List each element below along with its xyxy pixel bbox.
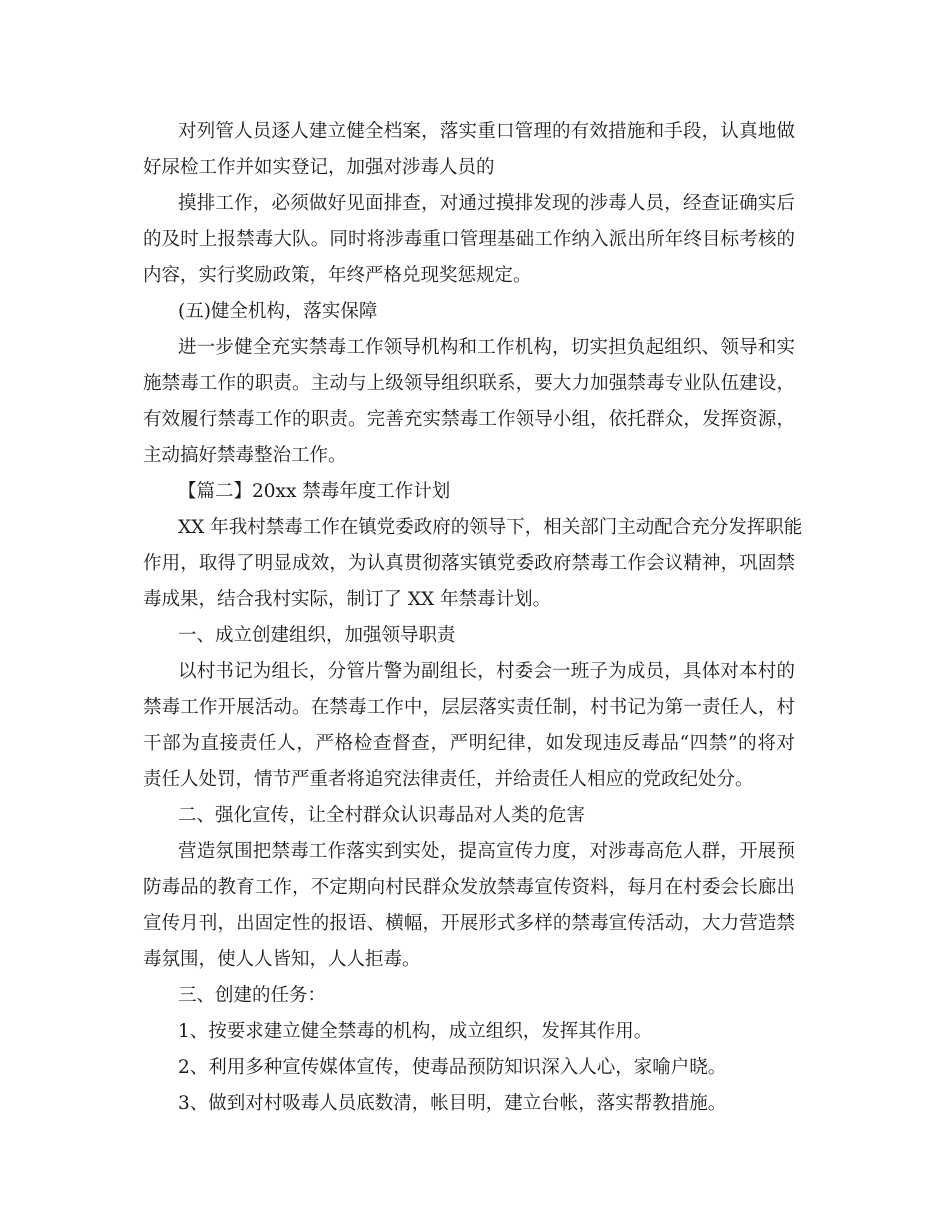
list-item: 1、按要求建立健全禁毒的机构，成立组织，发挥其作用。	[178, 1021, 653, 1042]
paragraph-line: 主动搞好禁毒整治工作。	[143, 445, 347, 466]
article-title: 【篇二】20xx 禁毒年度工作计划	[178, 481, 451, 502]
paragraph-line: XX 年我村禁毒工作在镇党委政府的领导下，相关部门主动配合充分发挥职能	[178, 517, 803, 538]
paragraph-line: 内容，实行奖励政策，年终严格兑现奖惩规定。	[143, 265, 532, 286]
paragraph-line: 作用，取得了明显成效，为认真贯彻落实镇党委政府禁毒工作会议精神，巩固禁	[143, 553, 795, 574]
list-item: 2、利用多种宣传媒体宣传，使毒品预防知识深入人心，家喻户晓。	[178, 1057, 727, 1078]
paragraph-line: 毒氛围，使人人皆知，人人拒毒。	[143, 949, 421, 970]
section-heading: 一、成立创建组织，加强领导职责	[178, 625, 456, 646]
paragraph-line: 有效履行禁毒工作的职责。完善充实禁毒工作领导小组，依托群众，发挥资源，	[143, 409, 795, 430]
section-heading: 三、创建的任务：	[178, 985, 327, 1006]
paragraph-line: 摸排工作，必须做好见面排查，对通过摸排发现的涉毒人员，经查证确实后	[178, 193, 795, 214]
paragraph-line: 禁毒工作开展活动。在禁毒工作中，层层落实责任制，村书记为第一责任人，村	[143, 697, 795, 718]
paragraph-line: 好尿检工作并如实登记，加强对涉毒人员的	[143, 157, 495, 178]
paragraph-line: 施禁毒工作的职责。主动与上级领导组织联系，要大力加强禁毒专业队伍建设，	[143, 373, 795, 394]
paragraph-line: 责任人处罚，情节严重者将追究法律责任，并给责任人相应的党政纪处分。	[143, 769, 754, 790]
paragraph-line: 以村书记为组长，分管片警为副组长，村委会一班子为成员，具体对本村的	[178, 661, 795, 682]
paragraph-line: 宣传月刊，出固定性的报语、横幅，开展形式多样的禁毒宣传活动，大力营造禁	[143, 913, 795, 934]
paragraph-line: 毒成果，结合我村实际，制订了 XX 年禁毒计划。	[143, 589, 552, 610]
paragraph-line: 对列管人员逐人建立健全档案，落实重口管理的有效措施和手段，认真地做	[178, 121, 795, 142]
paragraph-line: 的及时上报禁毒大队。同时将涉毒重口管理基础工作纳入派出所年终目标考核的	[143, 229, 795, 250]
list-item: 3、做到对村吸毒人员底数清，帐目明，建立台帐，落实帮教措施。	[178, 1093, 727, 1114]
paragraph-line: 防毒品的教育工作，不定期向村民群众发放禁毒宣传资料，每月在村委会长廊出	[143, 877, 795, 898]
section-heading: 二、强化宣传，让全村群众认识毒品对人类的危害	[178, 805, 586, 826]
paragraph-line: 进一步健全充实禁毒工作领导机构和工作机构，切实担负起组织、领导和实	[178, 337, 795, 358]
paragraph-line: 干部为直接责任人，严格检查督查，严明纪律，如发现违反毒品“四禁”的将对	[143, 733, 795, 754]
section-heading: (五)健全机构，落实保障	[178, 301, 378, 322]
paragraph-line: 营造氛围把禁毒工作落实到实处，提高宣传力度，对涉毒高危人群，开展预	[178, 841, 795, 862]
